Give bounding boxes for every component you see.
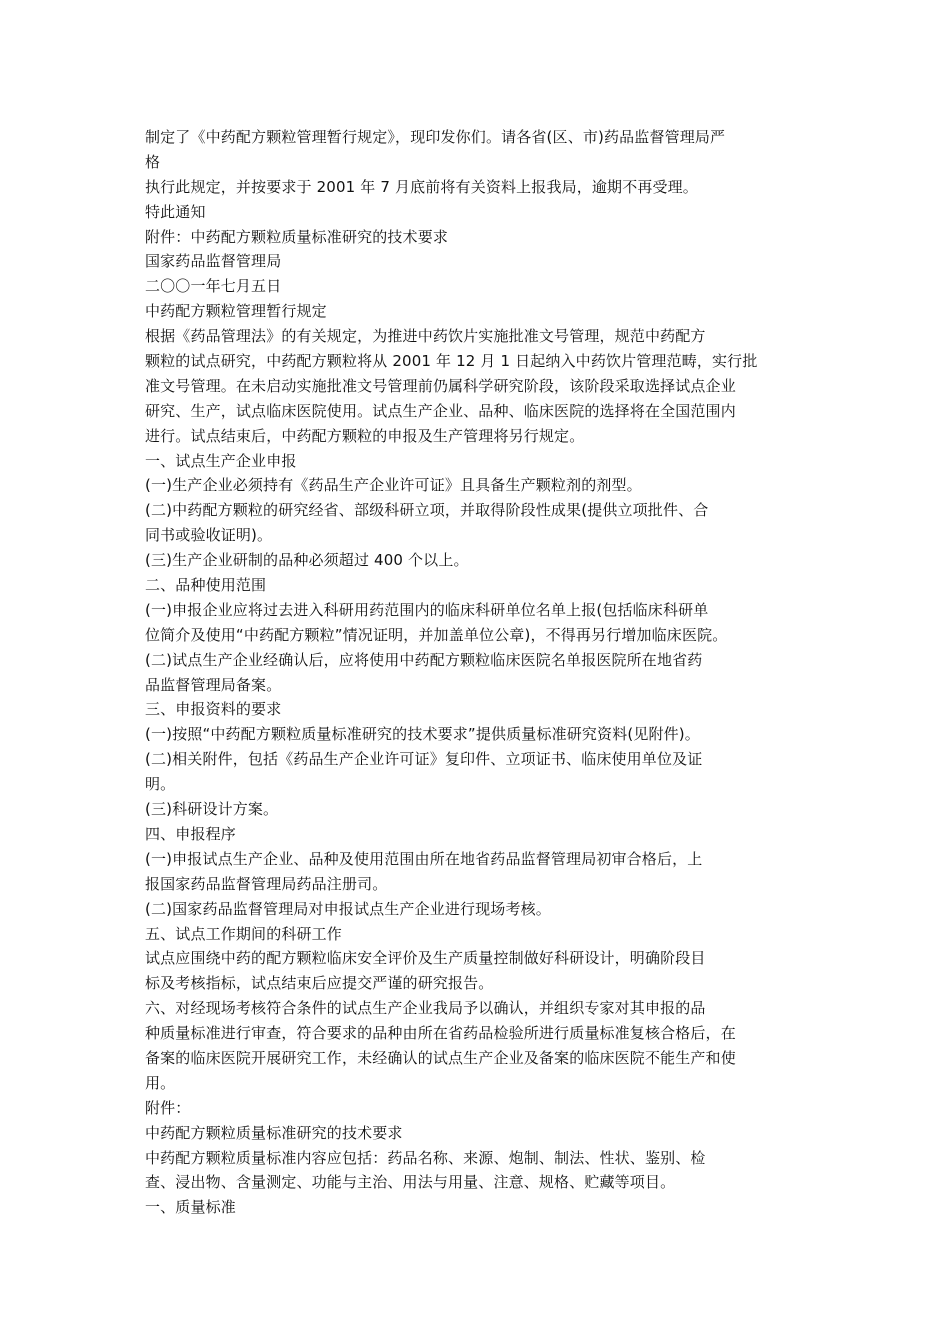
text-line: (二)国家药品监督管理局对申报试点生产企业进行现场考核。 <box>145 899 551 918</box>
text-line: 一、试点生产企业申报 <box>145 451 297 470</box>
text-line: 附件：中药配方颗粒质量标准研究的技术要求 <box>145 227 449 246</box>
text-line: 种质量标准进行审查，符合要求的品种由所在省药品检验所进行质量标准复核合格后，在 <box>145 1024 736 1043</box>
text-line: (一)按照“中药配方颗粒质量标准研究的技术要求”提供质量标准研究资料(见附件)。 <box>145 725 700 744</box>
text-line: (二)试点生产企业经确认后，应将使用中药配方颗粒临床医院名单报医院所在地省药 <box>145 650 703 669</box>
text-line: (二)中药配方颗粒的研究经省、部级科研立项，并取得阶段性成果(提供立项批件、合 <box>145 501 709 520</box>
text-line: (一)申报试点生产企业、品种及使用范围由所在地省药品监督管理局初审合格后，上 <box>145 849 703 868</box>
text-line: 研究、生产，试点临床医院使用。试点生产企业、品种、临床医院的选择将在全国范围内 <box>145 401 736 420</box>
text-line: 准文号管理。在未启动实施批准文号管理前仍属科学研究阶段，该阶段采取选择试点企业 <box>145 376 736 395</box>
text-line: 根据《药品管理法》的有关规定，为推进中药饮片实施批准文号管理，规范中药配方 <box>145 327 706 346</box>
text-line: 中药配方颗粒管理暂行规定 <box>145 302 327 321</box>
text-line: (三)科研设计方案。 <box>145 800 279 819</box>
text-line: 颗粒的试点研究，中药配方颗粒将从 2001 年 12 月 1 日起纳入中药饮片管理范畴，实行批 <box>145 352 758 371</box>
text-line: 五、试点工作期间的科研工作 <box>145 924 342 943</box>
text-line: 三、申报资料的要求 <box>145 700 282 719</box>
text-line: 位简介及使用“中药配方颗粒”情况证明，并加盖单位公章)，不得再另行增加临床医院。 <box>145 625 728 644</box>
text-line: 查、浸出物、含量测定、功能与主治、用法与用量、注意、规格、贮藏等项目。 <box>145 1173 676 1192</box>
text-line: 制定了《中药配方颗粒管理暂行规定》，现印发你们。请各省(区、市)药品监督管理局严 <box>145 128 726 146</box>
text-line: (二)相关附件，包括《药品生产企业许可证》复印件、立项证书、临床使用单位及证 <box>145 750 703 769</box>
document-body <box>145 125 825 1220</box>
text-line: 中药配方颗粒质量标准内容应包括：药品名称、来源、炮制、制法、性状、鉴别、检 <box>145 1148 706 1167</box>
text-line: (一)申报企业应将过去进入科研用药范围内的临床科研单位名单上报(包括临床科研单 <box>145 600 709 619</box>
text-line: (三)生产企业研制的品种必须超过 400 个以上。 <box>145 551 469 570</box>
text-line: (一)生产企业必须持有《药品生产企业许可证》且具备生产颗粒剂的剂型。 <box>145 476 642 495</box>
text-line: 二、品种使用范围 <box>145 576 267 595</box>
text-line: 品监督管理局备案。 <box>145 675 282 694</box>
text-line: 明。 <box>145 775 176 794</box>
text-line: 备案的临床医院开展研究工作，未经确认的试点生产企业及备案的临床医院不能生产和使 <box>145 1048 736 1067</box>
text-line: 中药配方颗粒质量标准研究的技术要求 <box>145 1123 403 1142</box>
text-line: 试点应围绕中药的配方颗粒临床安全评价及生产质量控制做好科研设计，明确阶段目 <box>145 949 706 968</box>
text-line: 报国家药品监督管理局药品注册司。 <box>145 874 388 893</box>
text-line: 用。 <box>145 1073 176 1092</box>
text-line: 标及考核指标，试点结束后应提交严谨的研究报告。 <box>145 974 494 993</box>
text-line: 格 <box>145 152 161 171</box>
text-line: 四、申报程序 <box>145 824 236 843</box>
text-line: 一、质量标准 <box>145 1198 236 1217</box>
text-line: 附件： <box>145 1098 191 1117</box>
text-line: 执行此规定，并按要求于 2001 年 7 月底前将有关资料上报我局，逾期不再受理。 <box>145 177 698 196</box>
text-line: 二〇〇一年七月五日 <box>145 277 282 296</box>
text-line: 特此通知 <box>145 202 206 221</box>
text-line: 同书或验收证明)。 <box>145 526 273 545</box>
text-line: 进行。试点结束后，中药配方颗粒的申报及生产管理将另行规定。 <box>145 426 585 445</box>
text-line: 六、对经现场考核符合条件的试点生产企业我局予以确认，并组织专家对其申报的品 <box>145 999 706 1018</box>
text-line: 国家药品监督管理局 <box>145 252 282 271</box>
